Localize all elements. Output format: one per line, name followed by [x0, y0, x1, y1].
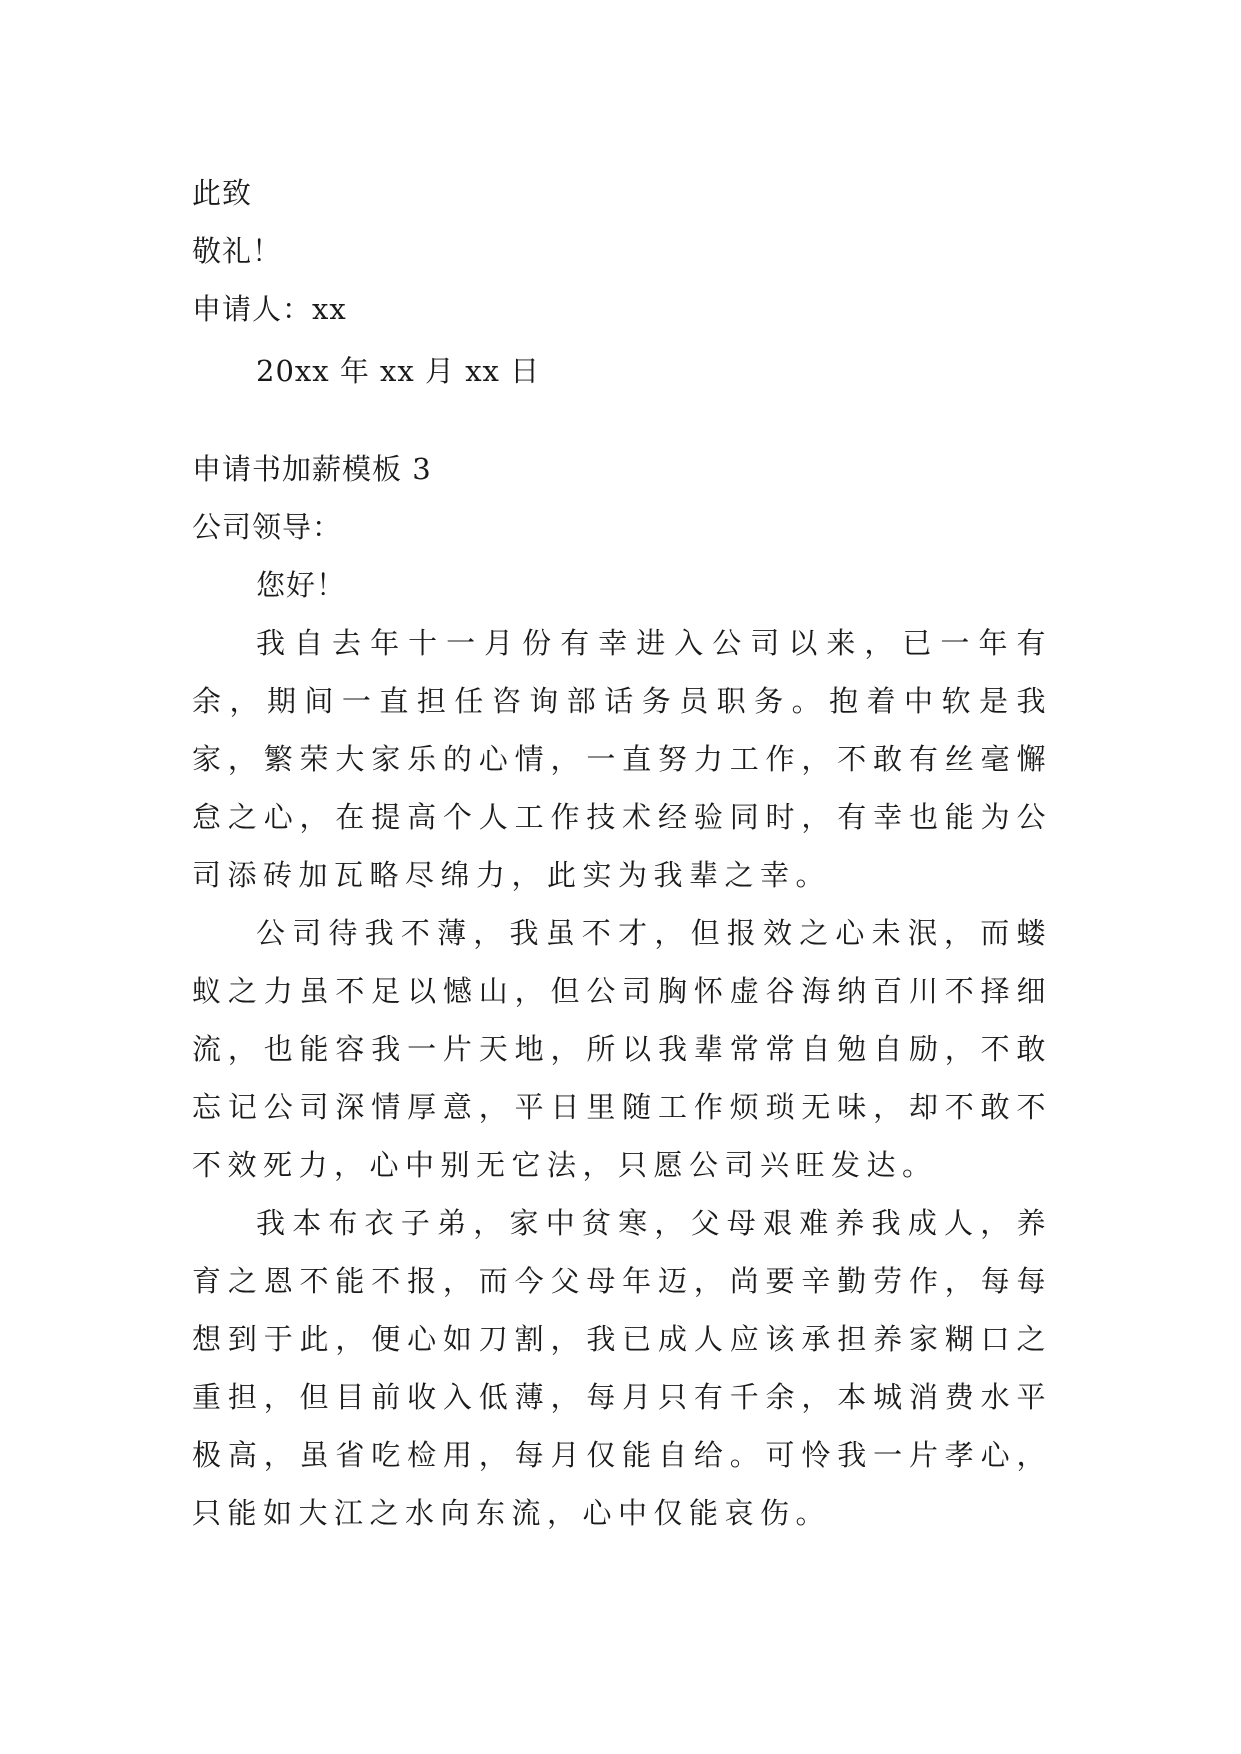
- body-paragraph-2: 公司待我不薄，我虽不才，但报效之心未泯，而蝼蚁之力虽不足以憾山，但公司胸怀虚谷海纳百川不择细流，也能容我一片天地，所以我辈常常自勉自励，不敢忘记公司深情厚意，平日里随工作烦琐无味，却不敢不不效死力，心中别无它法，只愿公司兴旺发达。: [192, 916, 1052, 1182]
- closing-line-2: 敬礼！: [192, 234, 283, 268]
- applicant-signature: 申请人：xx: [192, 292, 347, 326]
- greeting: 您好！: [256, 568, 347, 602]
- salutation: 公司领导：: [192, 510, 343, 544]
- body-paragraph-3: 我本布衣子弟，家中贫寒，父母艰难养我成人，养育之恩不能不报，而今父母年迈，尚要辛勤劳作，每每想到于此，便心如刀割，我已成人应该承担养家糊口之重担，但目前收入低薄，每月只有千余，本城消费水平极高，虽省吃检用，每月仅能自给。可怜我一片孝心，只能如大江之水向东流，心中仅能哀伤。: [192, 1206, 1052, 1530]
- section-title: 申请书加薪模板 3: [192, 452, 432, 486]
- letter-template-3: [192, 440, 1052, 1542]
- signature-date: 20xx 年 xx 月 xx 日: [256, 354, 541, 388]
- letter-closing: [192, 164, 1052, 400]
- closing-line-1: 此致: [192, 176, 253, 210]
- body-paragraph-1: 我自去年十一月份有幸进入公司以来，已一年有余，期间一直担任咨询部话务员职务。抱着中软是我家，繁荣大家乐的心情，一直努力工作，不敢有丝毫懈怠之心，在提高个人工作技术经验同时，有幸也能为公司添砖加瓦略尽绵力，此实为我辈之幸。: [192, 626, 1052, 892]
